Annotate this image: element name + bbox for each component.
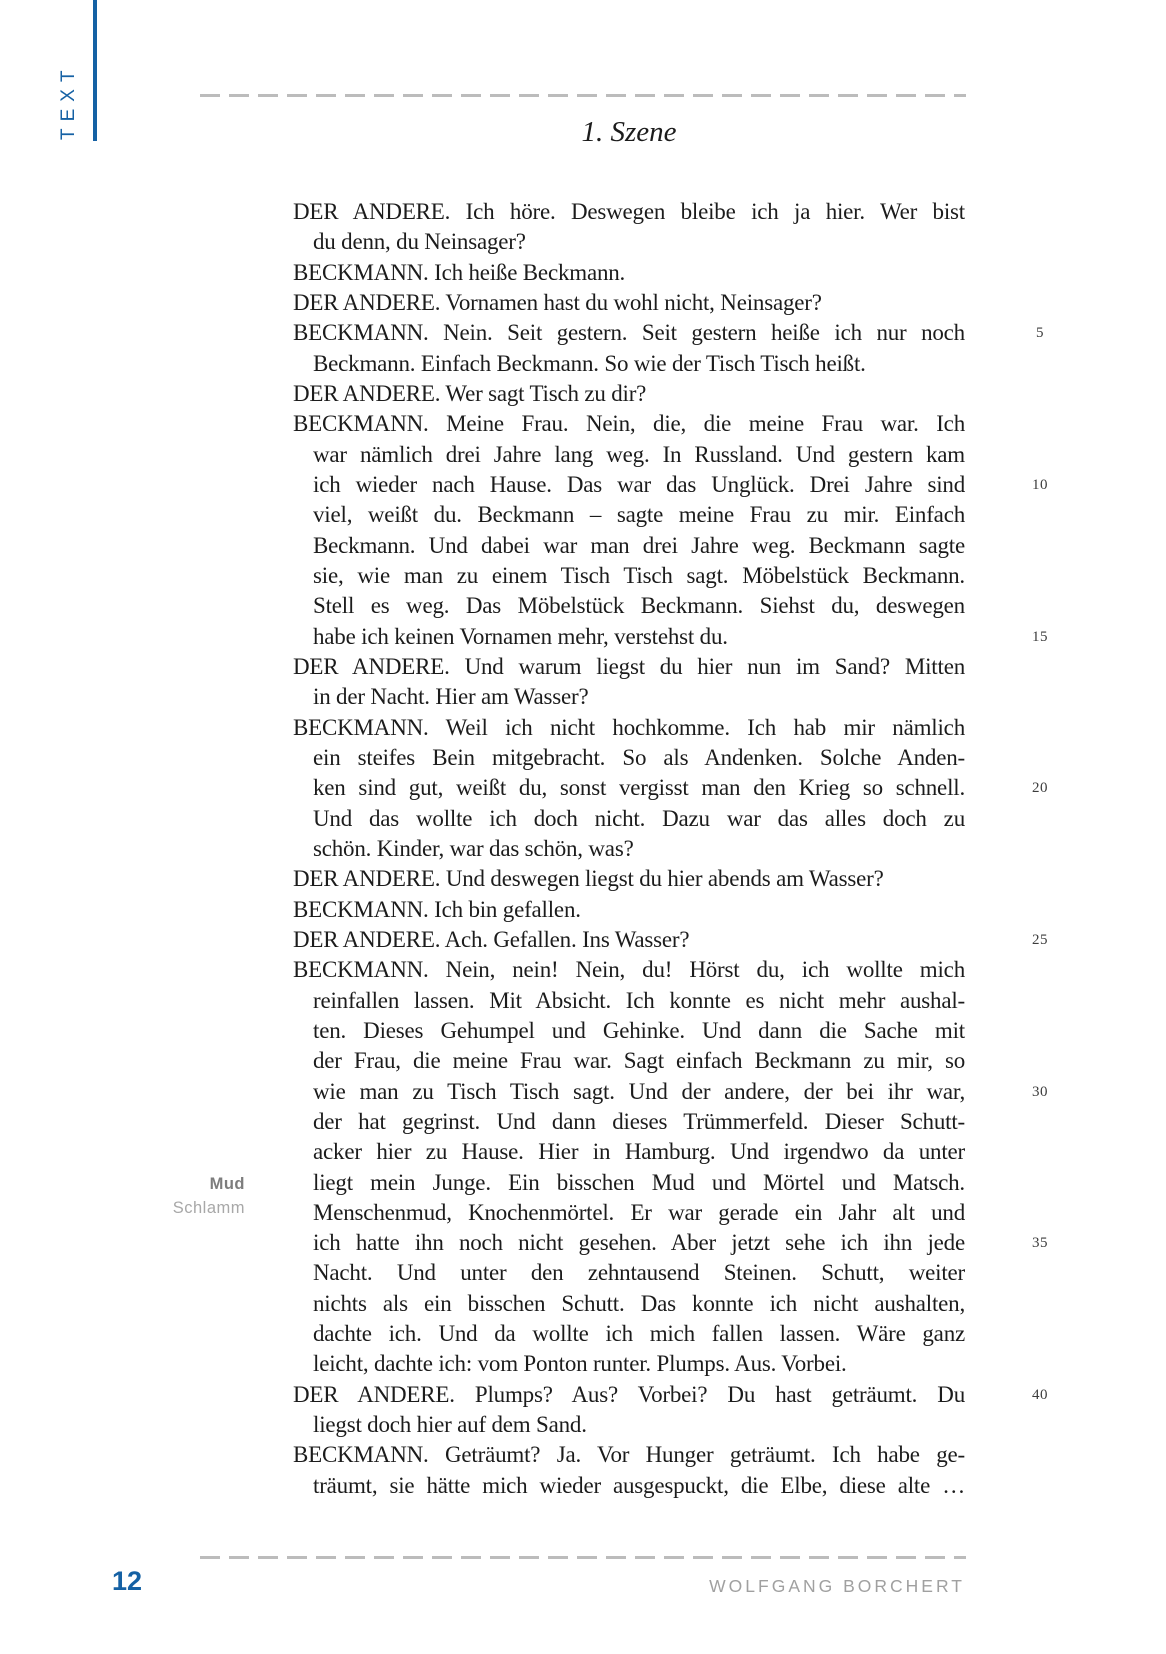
bottom-dashed-rule (200, 1556, 966, 1559)
text-line-content: ken sind gut, weißt du, sonst vergisst man den Krieg so schnell. (313, 775, 965, 801)
text-line (293, 470, 1048, 500)
text-line (293, 955, 965, 985)
text-line-content: war nämlich drei Jahre lang weg. In Russland. Und gestern kam (313, 441, 965, 467)
text-line (293, 834, 965, 864)
line-number: 30 (1032, 1083, 1048, 1100)
text-line (293, 773, 1048, 803)
line-number: 15 (1032, 628, 1048, 645)
text-line-content: BECKMANN. Ich heiße Beckmann. (293, 259, 626, 285)
top-dashed-rule (200, 94, 966, 97)
text-line (293, 409, 965, 439)
text-line-content: DER ANDERE. Ach. Gefallen. Ins Wasser? (293, 926, 690, 952)
text-line-content: Menschenmud, Knochenmörtel. Er war gerade ein Jahr alt und (313, 1199, 965, 1225)
text-line-content: DER ANDERE. Plumps? Aus? Vorbei? Du hast geträumt. Du (293, 1381, 965, 1407)
text-line (293, 895, 965, 925)
text-line-content: BECKMANN. Weil ich nicht hochkomme. Ich hab mir nämlich (293, 714, 965, 740)
scene-title: 1. Szene (581, 116, 677, 148)
text-line (293, 379, 965, 409)
text-line (293, 561, 965, 591)
text-line-content: dachte ich. Und da wollte ich mich fallen lassen. Wäre ganz (313, 1321, 965, 1347)
text-line (293, 1349, 965, 1379)
text-line-content: BECKMANN. Nein, nein! Nein, du! Hörst du, ich wollte mich (293, 957, 965, 983)
text-line-content: DER ANDERE. Ich höre. Deswegen bleibe ich ja hier. Wer bist (293, 199, 965, 224)
line-number: 35 (1032, 1235, 1048, 1252)
text-line-content: BECKMANN. Meine Frau. Nein, die, die meine Frau war. Ich (293, 411, 965, 437)
text-line (293, 804, 965, 834)
text-line (293, 925, 1048, 955)
text-line (293, 1228, 1048, 1258)
text-line (293, 864, 965, 894)
text-line (293, 318, 1044, 348)
text-line-content: der Frau, die meine Frau war. Sagt einfach Beckmann zu mir, so (313, 1048, 965, 1074)
text-line-content: BECKMANN. Nein. Seit gestern. Seit gestern heiße ich nur noch (293, 320, 965, 346)
text-line (293, 1380, 1048, 1410)
text-line (293, 622, 1048, 652)
text-line (293, 288, 965, 318)
text-line (293, 440, 965, 470)
text-line (293, 652, 965, 682)
text-line-content: liegst doch hier auf dem Sand. (313, 1412, 587, 1438)
text-line (293, 1137, 965, 1167)
text-line (293, 1107, 965, 1137)
text-line-content: der hat gegrinst. Und dann dieses Trümmerfeld. Dieser Schutt- (313, 1108, 965, 1134)
text-line-content: BECKMANN. Geträumt? Ja. Vor Hunger geträumt. Ich habe ge- (293, 1442, 965, 1468)
text-line-content: Beckmann. Einfach Beckmann. So wie der Tisch Tisch heißt. (313, 350, 866, 376)
text-line (293, 197, 965, 227)
text-line (293, 1046, 965, 1076)
text-line-content: Und das wollte ich doch nicht. Dazu war das alles doch zu (313, 805, 965, 831)
text-line (293, 1471, 965, 1501)
text-line-content: liegt mein Junge. Ein bisschen Mud und Mörtel und Matsch. (313, 1169, 965, 1195)
text-line-content: DER ANDERE. Vornamen hast du wohl nicht, Neinsager? (293, 289, 822, 315)
text-line-content: acker hier zu Hause. Hier in Hamburg. Und irgendwo da unter (313, 1139, 965, 1165)
text-line (293, 258, 965, 288)
text-line-content: habe ich keinen Vornamen mehr, verstehst du. (313, 623, 728, 649)
text-line-content: Nacht. Und unter den zehntausend Steinen. Schutt, weiter (313, 1260, 965, 1286)
text-line-content: viel, weißt du. Beckmann – sagte meine Frau zu mir. Einfach (313, 502, 965, 528)
footer-author: WOLFGANG BORCHERT (709, 1576, 965, 1596)
text-line (293, 1440, 965, 1470)
text-line-content: schön. Kinder, war das schön, was? (313, 835, 634, 861)
text-line-content: ten. Dieses Gehumpel und Gehinke. Und dann die Sache mit (313, 1017, 965, 1043)
text-line (293, 500, 965, 530)
side-label-text: TEXT (58, 63, 79, 140)
text-line-content: DER ANDERE. Und warum liegst du hier nun im Sand? Mitten (293, 653, 965, 679)
page-number: 12 (112, 1566, 143, 1596)
text-line-content: in der Nacht. Hier am Wasser? (313, 684, 589, 710)
line-number: 25 (1032, 931, 1048, 948)
line-number: 5 (1036, 325, 1044, 342)
text-line (293, 713, 965, 743)
text-line-content: ich hatte ihn noch nicht gesehen. Aber jetzt sehe ich ihn jede (313, 1230, 965, 1256)
text-line (293, 531, 965, 561)
text-line-content: ich wieder nach Hause. Das war das Unglück. Drei Jahre sind (313, 471, 965, 497)
text-line-content: sie, wie man zu einem Tisch Tisch sagt. Möbelstück Beckmann. (313, 562, 965, 588)
text-line-content: leicht, dachte ich: vom Ponton runter. Plumps. Aus. Vorbei. (313, 1351, 847, 1377)
text-line (293, 227, 965, 257)
line-number: 10 (1032, 476, 1048, 493)
text-line-content: DER ANDERE. Und deswegen liegst du hier abends am Wasser? (293, 866, 884, 892)
text-line (293, 591, 965, 621)
text-line (293, 682, 965, 712)
text-line-content: Beckmann. Und dabei war man drei Jahre weg. Beckmann sagte (313, 532, 965, 558)
text-line-content: BECKMANN. Ich bin gefallen. (293, 896, 581, 922)
accent-bar (93, 0, 97, 141)
text-line (293, 1289, 965, 1319)
text-line (293, 986, 965, 1016)
text-line (293, 1077, 1048, 1107)
play-text-block (172, 197, 1048, 1501)
text-line (293, 743, 965, 773)
text-line (293, 1410, 965, 1440)
text-line-content: wie man zu Tisch Tisch sagt. Und der andere, der bei ihr war, (313, 1078, 965, 1104)
margin-note-translation: Schlamm (172, 1198, 245, 1217)
text-line-content: träumt, sie hätte mich wieder ausgespuckt, die Elbe, diese alte … (313, 1472, 965, 1498)
text-line (293, 1319, 965, 1349)
text-line (293, 1198, 965, 1228)
line-number: 40 (1032, 1386, 1048, 1403)
margin-note-term: Mud (209, 1174, 245, 1193)
text-line-content: reinfallen lassen. Mit Absicht. Ich konnte es nicht mehr aushal- (313, 987, 965, 1013)
text-line-content: du denn, du Neinsager? (313, 229, 526, 255)
text-line (293, 1258, 965, 1288)
text-line-content: nichts als ein bisschen Schutt. Das konnte ich nicht aushalten, (313, 1290, 965, 1316)
margin-note (85, 1172, 245, 1220)
text-line (293, 1016, 965, 1046)
line-number: 20 (1032, 780, 1048, 797)
text-line-content: ein steifes Bein mitgebracht. So als Andenken. Solche Anden- (313, 744, 965, 770)
text-line-content: DER ANDERE. Wer sagt Tisch zu dir? (293, 380, 647, 406)
text-line-content: Stell es weg. Das Möbelstück Beckmann. Siehst du, deswegen (313, 593, 965, 619)
text-line (293, 349, 965, 379)
